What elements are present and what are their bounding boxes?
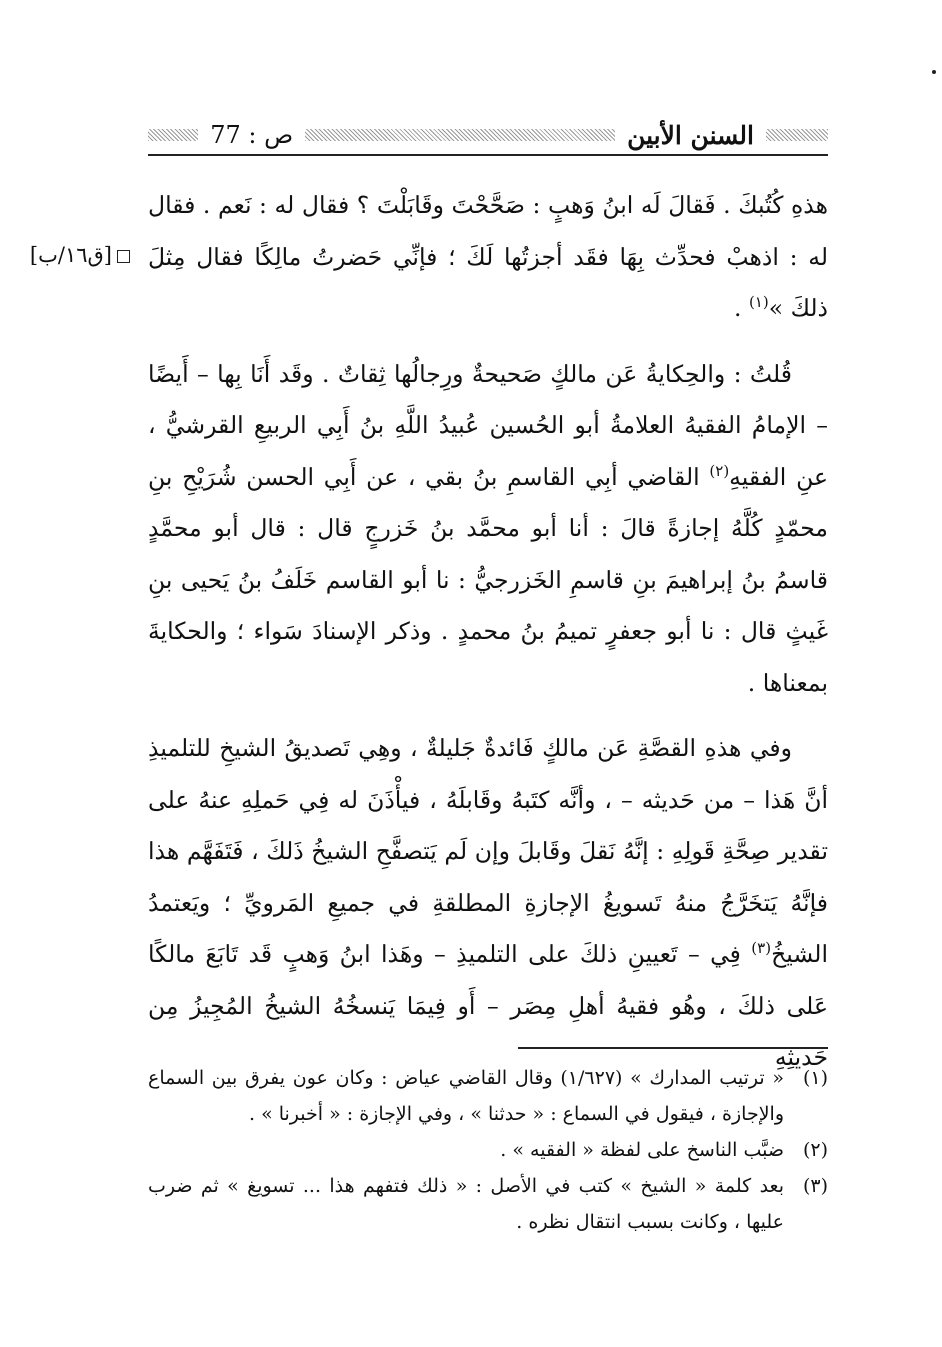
footnote-separator [518, 1047, 828, 1049]
main-text [148, 180, 828, 1084]
folio-margin-note: [ق١٦/ب] [29, 243, 112, 267]
paragraph-1-end: . [733, 294, 749, 322]
paragraph-2-text-a: قُلتُ : والحِكايةُ عَن مالكٍ صَحيحةٌ ورِجالُها ثِقاتٌ . وقَد أَنَا بِها – أَيضًا – الإمامُ الفقيهُ العلامةُ أبو الحُسين عُبيدُ اللَّهِ بنُ أَبِي الربيعِ القرشيُّ ، عنِ الفقيهِ [148, 359, 828, 491]
paragraph-3-text-a: وفي هذهِ القصَّةِ عَن مالكٍ فَائدةٌ جَليلةٌ ، وهِي تَصديقُ الشيخِ للتلميذِ أنَّ هَذا – من حَديثه – ، وأنَّه كتَبهُ وقَابلَهُ ، فيأْذَنَ له فِي حَملِهِ عنهُ على تقدير صِحَّةِ قَولِهِ : إنَّهُ نَقلَ وقَابلَ وإن لَم يَتصفَّحِ الشيخُ ذَلكَ ، فَتَفَهَّم هذا فإنَّهُ يَتخَرَّجُ منهُ تَسويغُ الإجازةِ المطلقةِ في جميعِ المَرويِّ ؛ ويَعتمدُ الشيخُ [148, 734, 828, 968]
page-number: ص : 77 [210, 121, 294, 149]
footnote-number: (٢) [802, 1139, 828, 1161]
folio-marker-box [117, 250, 130, 263]
header-ornament-left [148, 129, 198, 141]
paragraph-2 [148, 349, 828, 710]
running-header [148, 118, 828, 152]
footnote-ref-2[interactable]: (٢) [709, 461, 730, 480]
paragraph-1 [148, 180, 828, 335]
footnotes [148, 1060, 828, 1240]
paragraph-1-text: هذهِ كُتُبكَ . فَقالَ لَه ابنُ وَهبٍ : صَحَّحْتَ وقَابَلْتَ ؟ فقال له : نَعم . فقال له : اذهبْ فحدِّث بِهَا فقَد أجزتُها لَكَ ؛ فإنِّي حَضرتُ مالِكًا فقال مِثلَ ذلكَ » [148, 191, 828, 322]
footnote-text: بعد كلمة « الشيخ » كتب في الأصل : « ذلك فتفهم هذا ... تسويغ » ثم ضرب عليها ، وكانت بسبب انتقال نظره . [148, 1175, 784, 1233]
paragraph-3-text-b: فِي – تَعيينِ ذلكَ على التلميذِ – وهَذا ابنُ وَهبٍ قَد تَابَعَ مالكًا عَلى ذلكَ ، وهُو فقيهُ أهلِ مِصَر – أَو فِيمَا يَنسخُهُ الشيخُ المُجِيزُ مِن حَديثِهِ [148, 940, 828, 1071]
paragraph-2-text-b: القاضي أبِي القاسمِ بنُ بقي ، عن أَبِي الحسن شُرَيْحِ بنِ محمّدٍ كُلَّهُ إجازةً قالَ : أنا أبو محمَّد بنُ خَزرجٍ قال : قال أبو محمَّدٍ قاسمُ بنُ إبراهيمَ بنِ قاسمِ الخَزرجيُّ : نا أبو القاسم خَلَفُ بنُ يَحيى بنِ غَيثٍ قال : نا أبو جعفرٍ تميمُ بنُ محمدٍ . وذكر الإسنادَ سَواء ؛ والحكايةَ بمعناها . [148, 462, 828, 697]
book-title: السنن الأبين [627, 120, 754, 150]
footnote-3 [148, 1168, 828, 1240]
header-ornament-middle [305, 129, 615, 141]
footnote-number: (٣) [802, 1175, 828, 1197]
footnote-number: (١) [802, 1067, 828, 1089]
footnote-ref-3[interactable]: (٣) [751, 939, 772, 958]
header-ornament-right [766, 129, 828, 141]
paragraph-3 [148, 723, 828, 1084]
scan-mark [932, 70, 936, 74]
footnote-text: ضبَّب الناسخ على لفظة « الفقيه » . [500, 1139, 784, 1161]
header-rule [148, 154, 828, 156]
footnote-1 [148, 1060, 828, 1132]
footnote-2 [148, 1132, 828, 1168]
footnote-text: « ترتيب المدارك » (١/٦٢٧) وقال القاضي عياض : وكان عون يفرق بين السماع والإجازة ، فيقول في السماع : « حدثنا » ، وفي الإجازة : « أخبرنا » . [148, 1067, 784, 1125]
footnote-ref-1[interactable]: (١) [748, 293, 769, 312]
